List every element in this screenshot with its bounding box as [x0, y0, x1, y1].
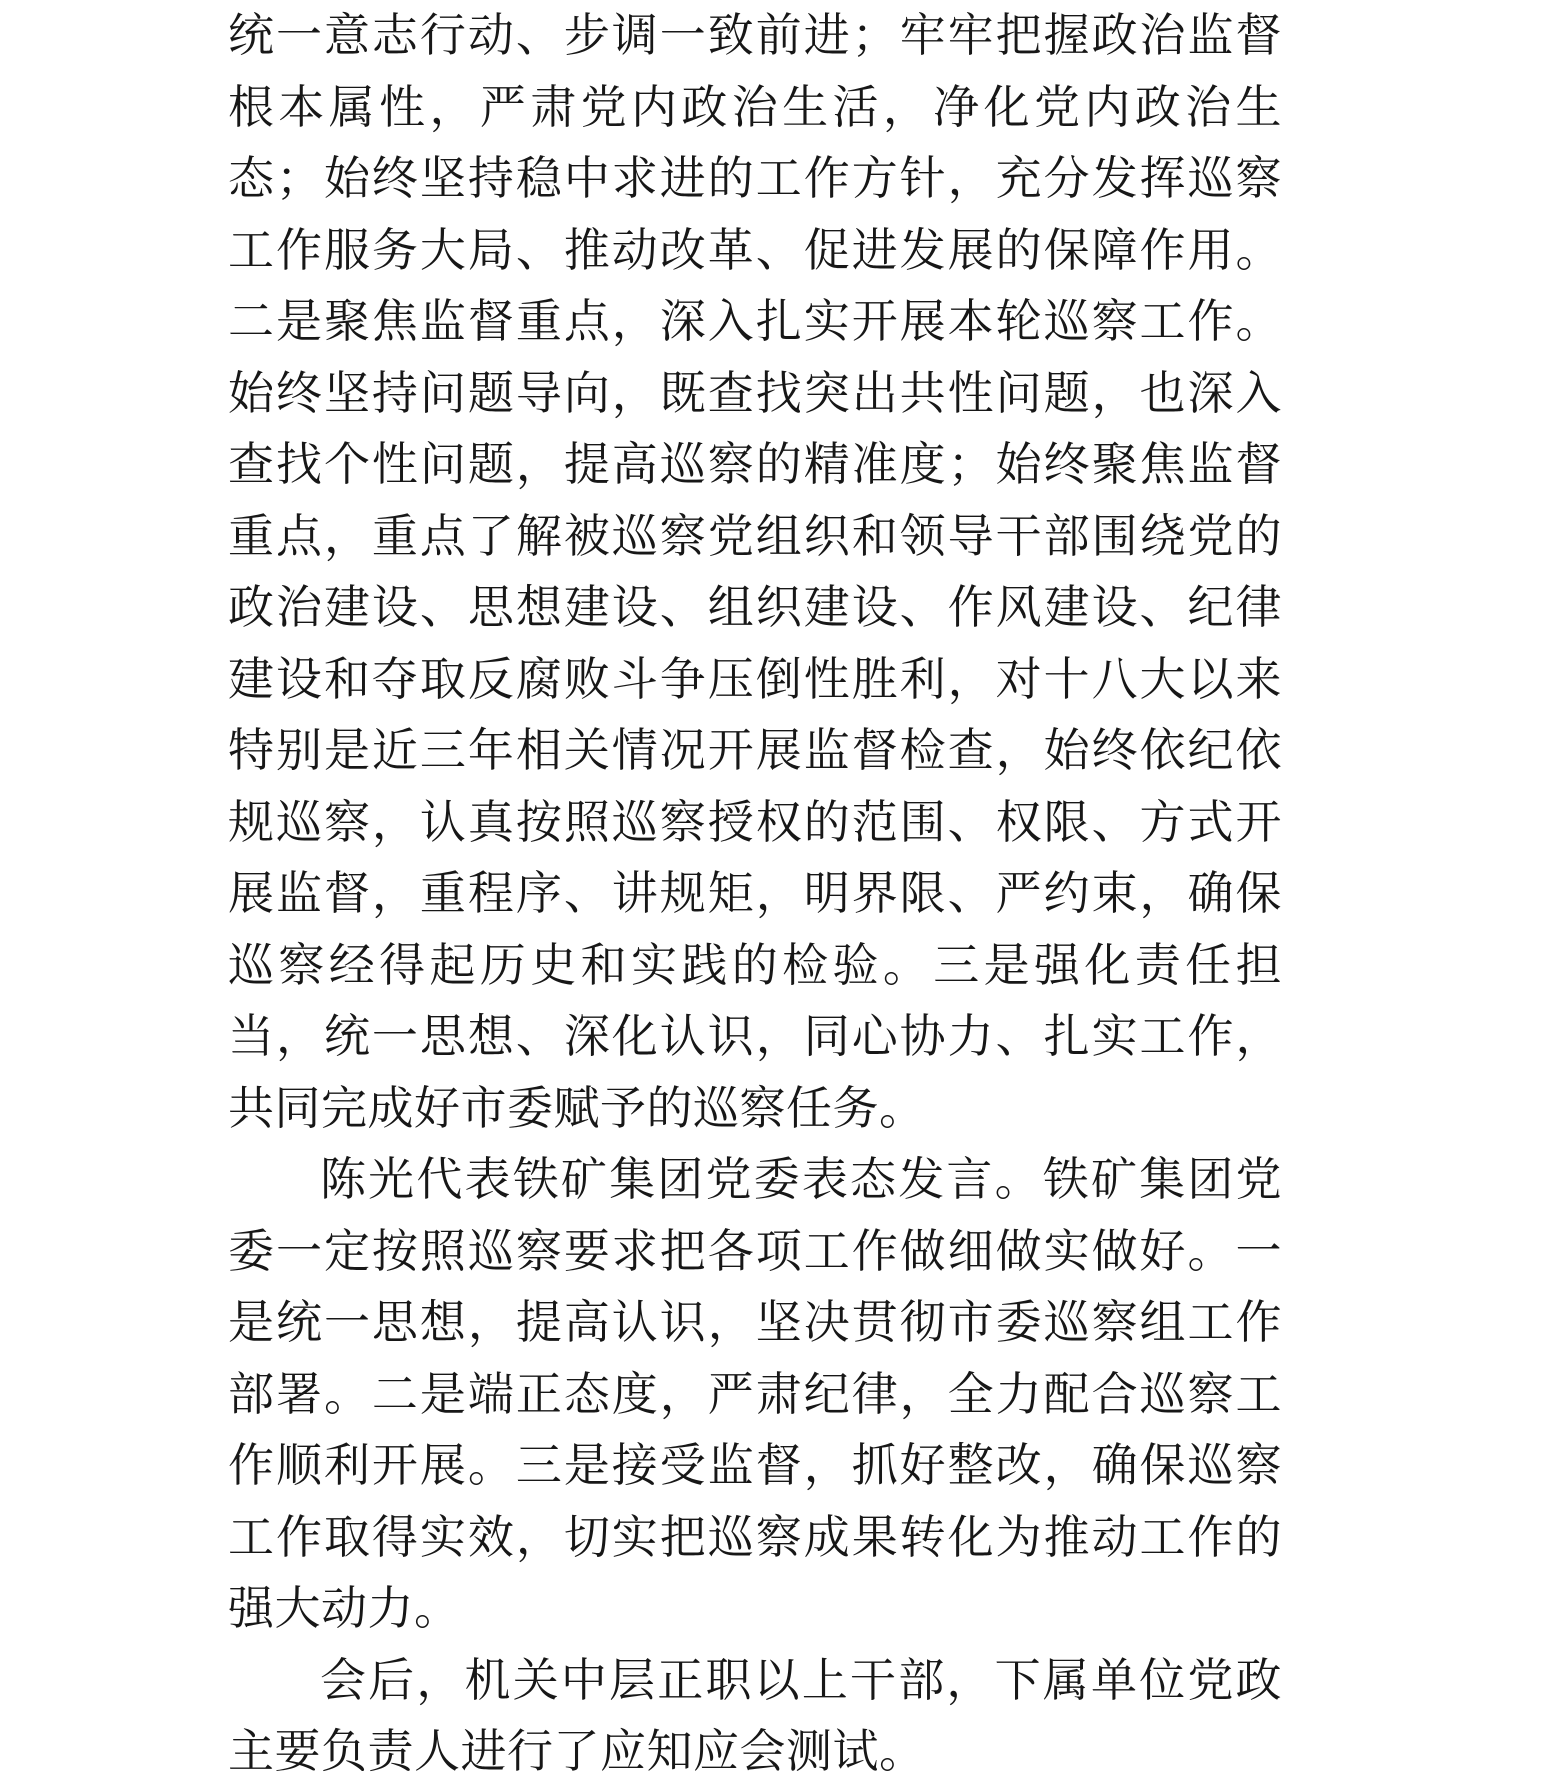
document-body [228, 0, 1282, 1788]
paragraph-after-meeting: 会后，机关中层正职以上干部，下属单位党政主要负责人进行了应知应会测试。 [228, 1652, 1282, 1778]
paragraph-continued-1: 统一意志行动、步调一致前进；牢牢把握政治监督根本属性，严肃党内政治生活，净化党内政治生态；始终坚持稳中求进的工作方针，充分发挥巡察工作服务大局、推动改革、促进发展的保障作用。二是聚焦监督重点，深入扎实开展本轮巡察工作。始终坚持问题导向，既查找突出共性问题，也深入查找个性问题，提高巡察的精准度；始终聚焦监督重点，重点了解被巡察党组织和领导干部围绕党的政治建设、思想建设、组织建设、作风建设、纪律建设和夺取反腐败斗争压倒性胜利，对十八大以来特别是近三年相关情况开展监督检查，始终依纪依规巡察，认真按照巡察授权的范围、权限、方式开展监督，重程序、讲规矩，明界限、严约束，确保巡察经得起历史和实践的检验。三是强化责任担当，统一思想、深化认识，同心协力、扎实工作，共同完成好市委赋予的巡察任务。 [228, 8, 1282, 1135]
paragraph-chen-guang-statement: 陈光代表铁矿集团党委表态发言。铁矿集团党委一定按照巡察要求把各项工作做细做实做好。一是统一思想，提高认识，坚决贯彻市委巡察组工作部署。二是端正态度，严肃纪律，全力配合巡察工作顺利开展。三是接受监督，抓好整改，确保巡察工作取得实效，切实把巡察成果转化为推动工作的强大动力。 [228, 1152, 1282, 1635]
